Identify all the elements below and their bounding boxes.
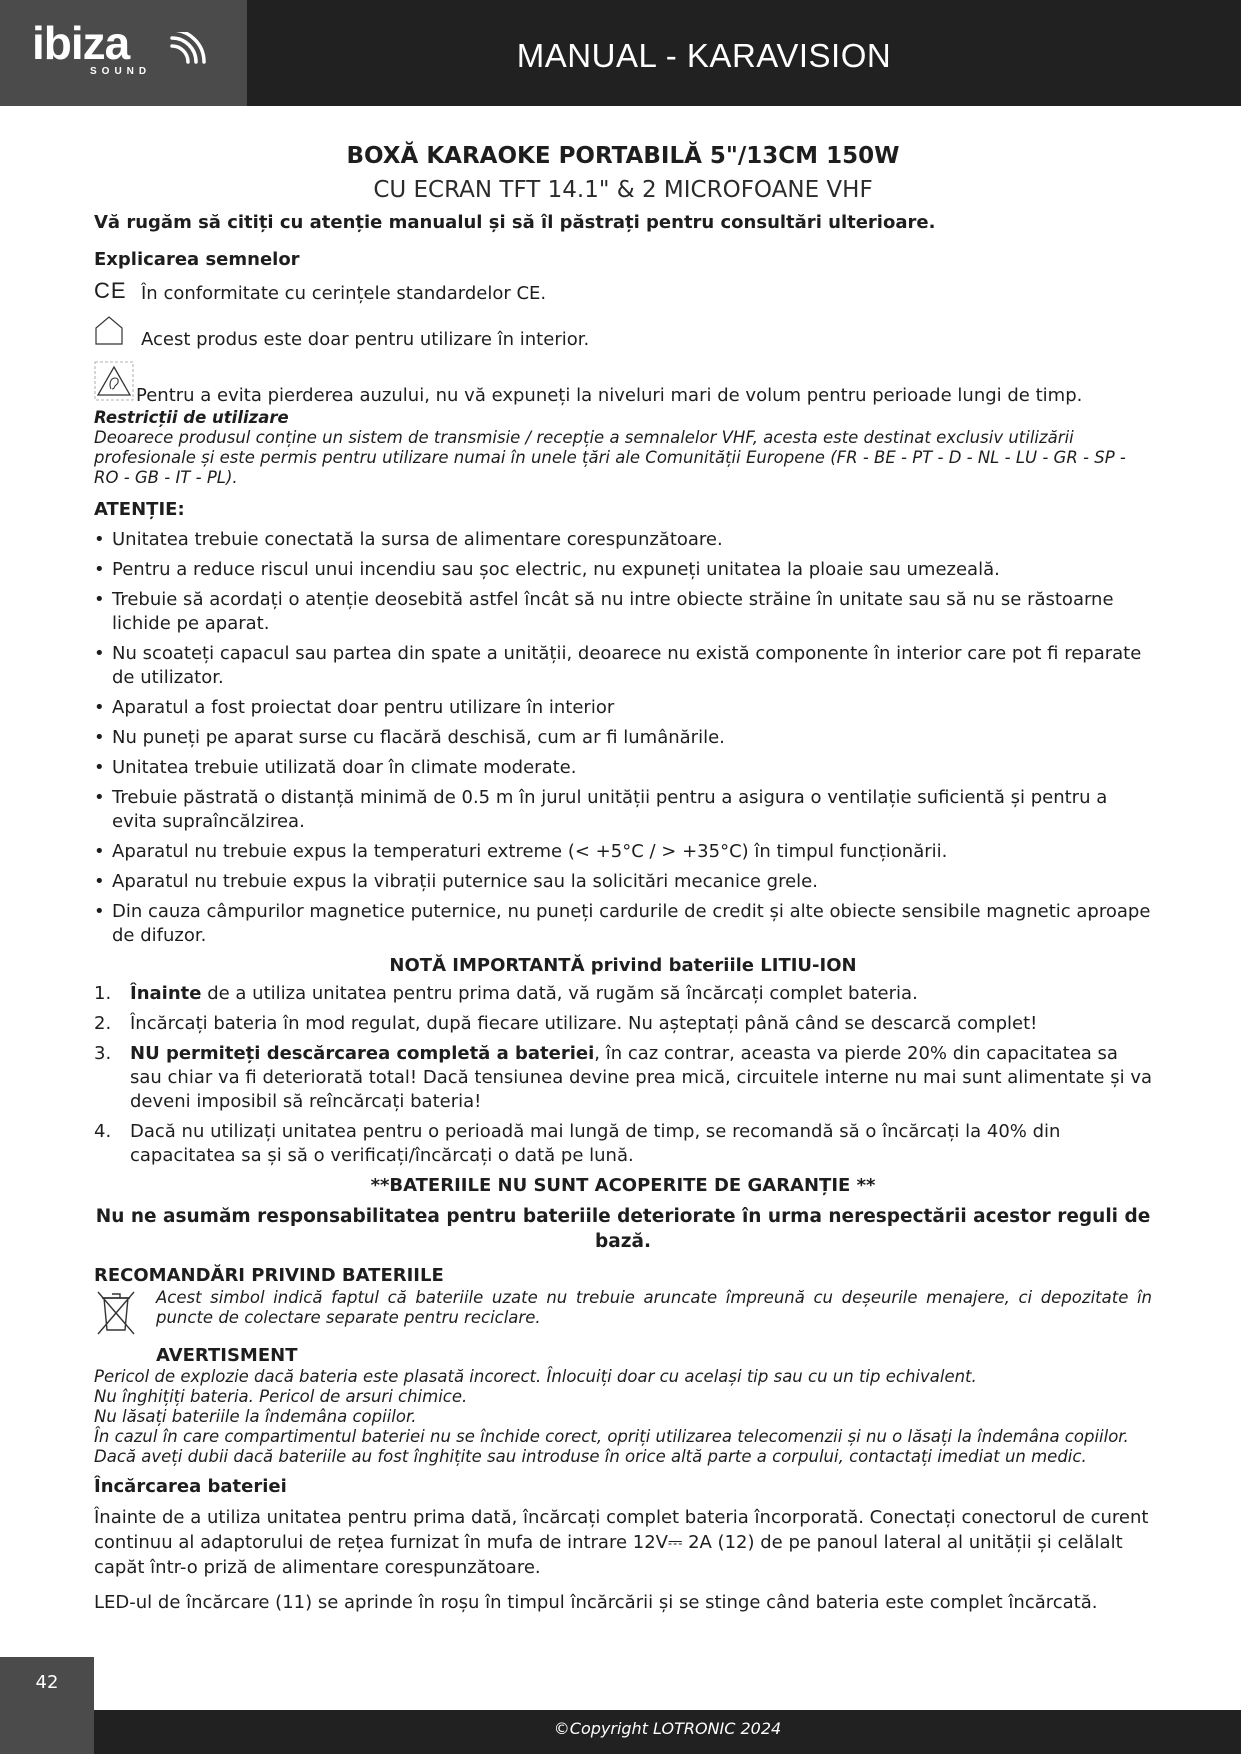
indoor-row (94, 318, 1152, 350)
hearing-text: Pentru a evita pierderea auzului, nu vă expuneți la niveluri mari de volum pentru perioade lungi de timp. (136, 385, 1083, 406)
list-item: • Trebuie păstrată o distanță minimă de 0.5 m în jurul unității pentru a asigura o ventilație suficientă și pentru a evita supraîncălzirea. (94, 786, 1152, 834)
attention-heading: ATENȚIE: (94, 499, 185, 520)
restrictions-heading: Restricții de utilizare (94, 408, 289, 427)
warning-line: Nu lăsați bateriile la îndemâna copiilor. (94, 1407, 417, 1426)
hearing-row (94, 364, 1152, 406)
content (94, 141, 1152, 1615)
intro-text: Vă rugăm să citiți cu atenție manualul și să îl păstrați pentru consultări ulterioare. (94, 212, 936, 233)
charging-text: Înainte de a utiliza unitatea pentru prima dată, încărcați complet bateria încorporată. Conectați conectorul de curent continuu al adaptorului de rețea furnizat în mufa de intrare 12V⎓ 2A (12) de pe panoul lateral al unității și celălalt capăt într-o priză de alimentare corespunzătoare. (94, 1507, 1149, 1578)
signs-heading: Explicarea semnelor (94, 249, 300, 270)
warning-line: Dacă aveți dubii dacă bateriile au fost înghițite sau introduse în orice altă parte a corpului, contactați imediat un medic. (94, 1447, 1087, 1466)
list-item: • Pentru a reduce riscul unui incendiu sau șoc electric, nu expuneți unitatea la ploaie sau umezeală. (94, 558, 1152, 582)
list-item: • Aparatul a fost proiectat doar pentru utilizare în interior (94, 696, 1152, 720)
restrictions-text: Deoarece produsul conține un sistem de transmisie / recepție a semnalelor VHF, acesta este destinat exclusiv utilizării profesionale și este permis pentru utilizare numai în unele țări ale Comunității Europene (FR - BE - PT - D - NL - LU - GR - SP - RO - GB - IT - PL). (94, 428, 1126, 487)
product-subtitle: CU ECRAN TFT 14.1" & 2 MICROFOANE VHF (373, 177, 873, 203)
list-item: • Unitatea trebuie utilizată doar în climate moderate. (94, 756, 1152, 780)
ce-row (94, 276, 1152, 304)
list-item: • Aparatul nu trebuie expus la temperaturi extreme (< +5°C / > +35°C) în timpul funcționării. (94, 840, 1152, 864)
battery-note-heading: NOTĂ IMPORTANTĂ privind bateriile LITIU-ION (389, 955, 857, 976)
indoor-text: Acest produs este doar pentru utilizare în interior. (141, 329, 590, 350)
manual-title: MANUAL - KARAVISION (516, 37, 892, 74)
attention-list (94, 528, 1152, 948)
list-item: 2. Încărcați bateria în mod regulat, după fiecare utilizare. Nu așteptați până când se descarcă complet! (94, 1013, 1038, 1034)
list-item: • Unitatea trebuie conectată la sursa de alimentare corespunzătoare. (94, 528, 1152, 552)
sound-waves-icon (166, 32, 212, 78)
hearing-warning-icon (94, 361, 136, 406)
brand-logo-sub: SOUND (90, 66, 152, 77)
copyright-footer: ©Copyright LOTRONIC 2024 (94, 1710, 1241, 1754)
list-item: • Din cauza câmpurilor magnetice puternice, nu puneți cardurile de credit și alte obiecte sensibile magnetic aproape de difuzor. (94, 900, 1152, 948)
brand-logo: ibiza (32, 17, 130, 69)
warning-line: Pericol de explozie dacă bateria este plasată incorect. Înlocuiți doar cu același tip sau cu un tip echivalent. (94, 1367, 977, 1386)
list-item: • Nu puneți pe aparat surse cu flacără deschisă, cum ar fi lumânările. (94, 726, 1152, 750)
led-text: LED-ul de încărcare (11) se aprinde în roșu în timpul încărcării și se stinge când bateria este complet încărcată. (94, 1592, 1098, 1613)
crossed-bin-icon (94, 1288, 156, 1341)
list-item: • Nu scoateți capacul sau partea din spate a unității, deoarece nu există componente în interior care pot fi reparate de utilizator. (94, 642, 1152, 690)
list-item: 1. Înainte de a utiliza unitatea pentru prima dată, vă rugăm să încărcați complet bateria. (94, 983, 918, 1004)
page-number: 42 (0, 1657, 94, 1754)
recycling-text: Acest simbol indică faptul că bateriile uzate nu trebuie aruncate împreună cu deșeurile menajere, ci depozitate în puncte de colectare separate pentru reciclare. (156, 1288, 1152, 1327)
list-item: 4. Dacă nu utilizați unitatea pentru o perioadă mai lungă de timp, se recomandă să o încărcați la 40% din capacitatea sa și să o verificați/încărcați o dată pe lună. (94, 1121, 1061, 1166)
ce-text: În conformitate cu cerințele standardelor CE. (141, 283, 547, 304)
list-item: • Aparatul nu trebuie expus la vibrații puternice sau la solicitări mecanice grele. (94, 870, 1152, 894)
responsibility-note: Nu ne asumăm responsabilitatea pentru bateriile deteriorate în urma nerespectării acestor reguli de bază. (95, 1206, 1151, 1252)
recycling-row (94, 1288, 1152, 1341)
warning-line: Nu înghițiți bateria. Pericol de arsuri chimice. (94, 1387, 468, 1406)
warranty-note: **BATERIILE NU SUNT ACOPERITE DE GARANȚIE ** (370, 1175, 876, 1196)
ce-mark-icon: CE (94, 278, 127, 303)
house-icon (94, 315, 141, 350)
warning-line: În cazul în care compartimentul bateriei nu se închide corect, opriți utilizarea telecomenzii și nu o lăsați la îndemâna copiilor. (94, 1427, 1129, 1446)
recommendations-heading: RECOMANDĂRI PRIVIND BATERIILE (94, 1265, 444, 1286)
charging-heading: Încărcarea bateriei (94, 1476, 287, 1497)
product-title: BOXĂ KARAOKE PORTABILĂ 5"/13CM 150W (346, 143, 900, 169)
list-item: • Trebuie să acordați o atenție deosebită astfel încât să nu intre obiecte străine în unitate sau să nu se răstoarne lichide pe aparat. (94, 588, 1152, 636)
logo-panel (0, 0, 247, 106)
list-item: 3. NU permiteți descărcarea completă a bateriei, în caz contrar, aceasta va pierde 20% din capacitatea sa sau chiar va fi deteriorată total! Dacă tensiunea devine prea mică, circuitele interne nu mai sunt alimentate și va deveni imposibil să reîncărcați bateria! (94, 1043, 1153, 1112)
warning-heading: AVERTISMENT (156, 1345, 298, 1366)
battery-note-list (94, 982, 1152, 1168)
